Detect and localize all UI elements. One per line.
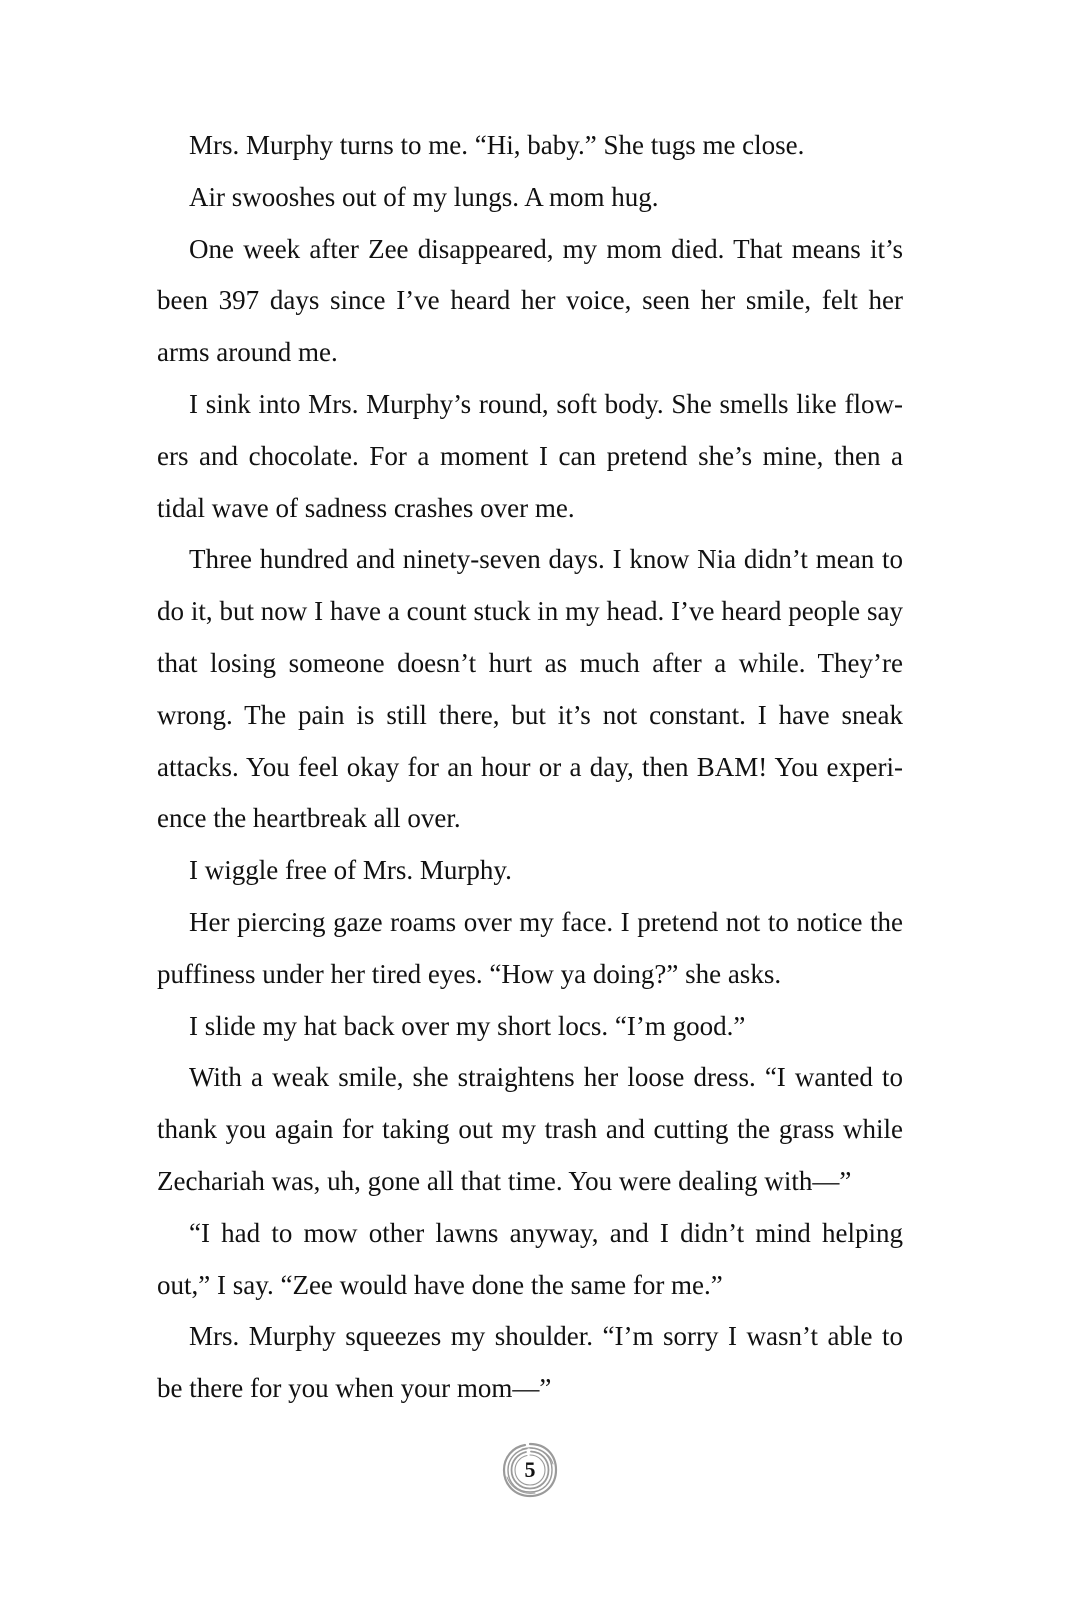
paragraph: Her piercing gaze roams over my face. I pretend not to notice the puffiness under her tired eyes. “How ya doing?” she asks. [157,906,903,989]
body-text [157,120,903,1415]
paragraph: I sink into Mrs. Murphy’s round, soft body. She smells like flowers and chocolate. For a moment I can pretend she’s mine, then a tidal wave of sadness crashes over me. [157,388,903,523]
paragraph: Mrs. Murphy turns to me. “Hi, baby.” She tugs me close. [189,130,805,160]
paragraph: Three hundred and ninety-seven days. I know Nia didn’t mean to do it, but now I have a count stuck in my head. I’ve heard people say that losing someone doesn’t hurt as much after a while. They’re wrong. The pain is still there, but it’s not constant. I have sneak attacks. You feel okay for an hour or a day, then BAM! You experience the heartbreak all over. [157,544,903,834]
paragraph: With a weak smile, she straightens her loose dress. “I wanted to thank you again for taking out my trash and cutting the grass while Zechariah was, uh, gone all that time. You were dealing with—” [157,1062,903,1196]
paragraph: One week after Zee disappeared, my mom died. That means it’s been 397 days since I’ve heard her voice, seen her smile, felt her arms around me. [157,233,903,368]
paragraph: I slide my hat back over my short locs. “I’m good.” [189,1010,746,1041]
paragraph: Mrs. Murphy squeezes my shoulder. “I’m sorry I wasn’t able to be there for you when your mom—” [157,1321,903,1404]
paragraph: I wiggle free of Mrs. Murphy. [189,855,512,886]
paragraph: “I had to mow other lawns anyway, and I didn’t mind helping out,” I say. “Zee would have done the same for me.” [157,1217,903,1300]
paragraph: Air swooshes out of my lungs. A mom hug. [189,181,659,212]
page-number: 5 [524,1457,536,1482]
page-folio [500,1440,560,1500]
